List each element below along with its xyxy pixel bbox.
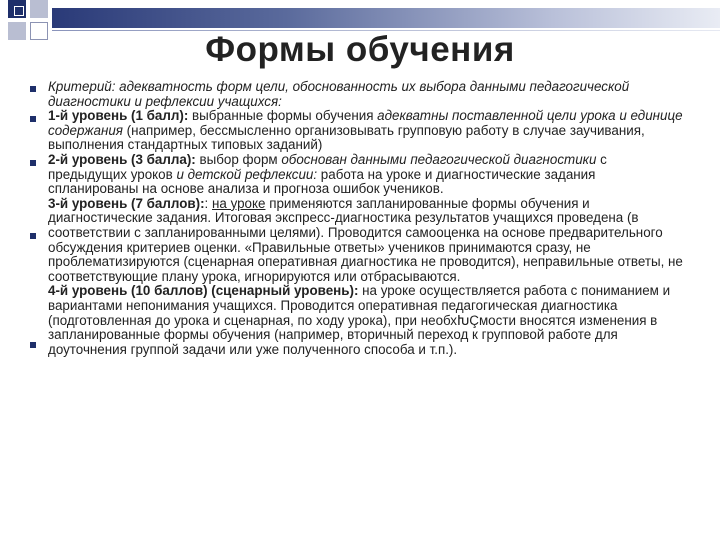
level-3-label: 3-й уровень (7 баллов):: [48, 195, 205, 211]
bullet-icon: [30, 86, 36, 92]
level-4-text-2: мости вносятся изменения в запланированные формы обучения (например, вторичный переход к групповой работе для доуточнения группой задачи или уже полученного способа и т.п.).: [48, 312, 658, 357]
level-3-underline: на уроке: [212, 195, 266, 211]
bullet-icon: [30, 342, 36, 348]
bullet-icon: [30, 233, 36, 239]
criterion-item: [48, 80, 688, 109]
bullet-icon: [30, 160, 36, 166]
criterion-text: Критерий: адекватность форм цели, обоснованность их выбора данными педагогической диагностики и рефлексии учащихся:: [48, 79, 630, 109]
slide-title: Формы обучения: [205, 30, 515, 69]
level-1-text-2: (например, бессмысленно организовывать групповую работу в случае заучивания, выполнения стандартных типовых заданий): [48, 122, 645, 153]
slide-body: [48, 80, 688, 357]
level-2-item: [48, 153, 688, 197]
level-2-text: выбор форм: [195, 151, 282, 167]
level-4-text: на уроке осуществляется работа с пониманием и вариантами непонимания учащихся. Проводится оперативная педагогическая диагностика (подготовленная до урока и сценарная, по ходу урока), при необх: [48, 283, 671, 328]
level-4-garbled-glyphs: ԽÇ: [456, 312, 479, 328]
level-2-label: 2-й уровень (3 балла):: [48, 151, 196, 167]
level-1-item: [48, 109, 688, 153]
level-1-text: выбранные формы обучения: [188, 108, 378, 124]
level-3-text-2: применяются запланированные формы обучения и диагностические задания. Итоговая экспресс-диагностика результатов учащихся проведена (в соответствии с запланированными целями). Проводится самооценка на основе предварительного обсуждения критериев оценки. «Правильные ответы» учеников принимаются сразу, не проблематизируются (сценарная оперативная диагностика не проводится), неправильные ответы, не соответствующие плану урока, игнорируются или отбрасываются.: [48, 195, 683, 284]
level-2-italic-2: и детской рефлексии:: [176, 166, 318, 182]
level-1-label: 1-й уровень (1 балл):: [48, 108, 189, 124]
level-3-item: [48, 197, 688, 285]
bullet-icon: [30, 116, 36, 122]
level-1-italic: адекватны поставленной цели урока и единице содержания: [48, 108, 683, 138]
level-2-text-2: с предыдущих уроков: [48, 151, 607, 182]
level-2-italic: обоснован данными педагогической диагностики: [281, 151, 597, 167]
level-3-text: :: [204, 195, 212, 211]
level-4-label: 4-й уровень (10 баллов) (сценарный уровень):: [48, 283, 359, 299]
level-4-item: [48, 284, 688, 357]
level-2-text-3: работа на уроке и диагностические задания спланированы на основе анализа и прогноза ошибок учеников.: [48, 166, 596, 197]
